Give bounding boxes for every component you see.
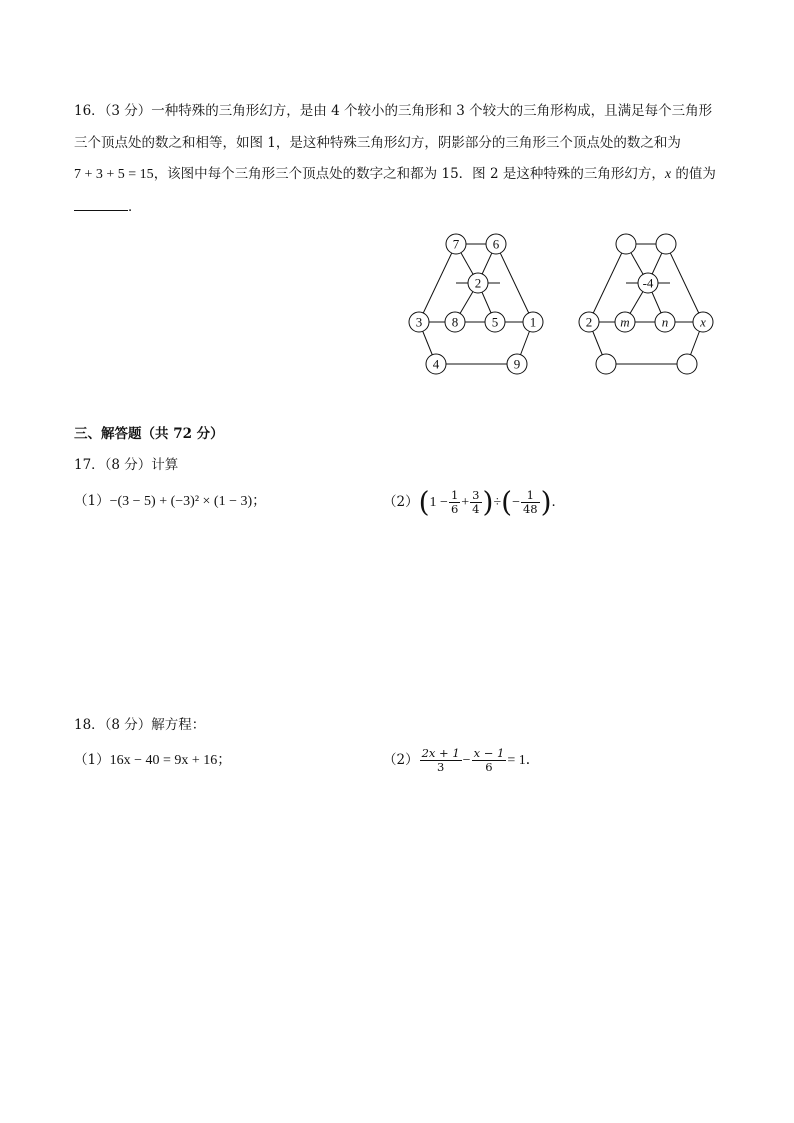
fig1-node-top-right: 6 xyxy=(492,236,500,252)
q16-line2: 三个顶点处的数之和相等，如图 1，是这种特殊三角形幻方，阴影部分的三角形三个顶点处的数之和为 xyxy=(74,135,681,151)
fig2-node-mid-1: 2 xyxy=(585,314,593,330)
q16-line3-end: 的值为 xyxy=(671,166,716,182)
q18-part1-label: （1） xyxy=(74,752,110,768)
q16-answer-line xyxy=(74,193,142,221)
fig2-node-center: -4 xyxy=(642,275,654,291)
fig2-node-mid-m: m xyxy=(620,314,630,330)
figure-1-magic-triangle xyxy=(405,230,550,380)
q17-part2-label: （2） xyxy=(383,494,419,510)
q16-line4-end: ． xyxy=(128,199,142,215)
q17-part2: （2）(1 − $\frac{1}{6}$ + $\frac{3}{4}$ )÷(− $\frac{1}{48}$ )． xyxy=(383,485,566,519)
q17-part1-expression: −(3 − 5) + (−3)² × (1 − 3)； xyxy=(109,494,267,509)
q17-part1 xyxy=(74,491,266,512)
fraction-1-48: $\frac{1}{48}$ xyxy=(522,488,538,516)
fraction-x-minus-1-over-6: $\frac{x - 1}{6}$ xyxy=(473,746,505,774)
q16-line3 xyxy=(74,160,716,189)
q17-part2-end: ． xyxy=(551,494,566,510)
fig1-node-mid-1: 3 xyxy=(415,314,423,330)
fig1-node-mid-4: 1 xyxy=(529,314,537,330)
q16-var-x: x xyxy=(664,167,672,182)
answer-blank[interactable] xyxy=(74,198,128,211)
q17-title: 17．（8 分）计算 xyxy=(74,457,179,473)
q17-part2-one-minus: 1 − xyxy=(429,495,448,510)
fig1-node-bottom-left: 4 xyxy=(432,356,440,372)
q16-line1: 16．（3 分）一种特殊的三角形幻方，是由 4 个较小的三角形和 3 个较大的三角形构成，且满足每个三角形 xyxy=(74,103,713,119)
plus-sign: + xyxy=(461,495,470,510)
q16-sum-expression: 7 + 3 + 5 = 15 xyxy=(74,167,154,182)
divide-sign: ÷ xyxy=(493,495,502,510)
q16-line3-text: ，该图中每个三角形三个顶点处的数字之和都为 15．图 2 是这种特殊的三角形幻方， xyxy=(153,166,665,182)
fig1-node-mid-2: 8 xyxy=(451,314,459,330)
q18-part1 xyxy=(74,750,231,771)
minus-sign: − xyxy=(512,495,520,510)
fraction-3-4: $\frac{3}{4}$ xyxy=(472,488,480,516)
fig1-node-top-left: 7 xyxy=(452,236,460,252)
fig1-node-center: 2 xyxy=(474,275,482,291)
q18-title: 18．（8 分）解方程： xyxy=(74,717,206,733)
figure-2-magic-triangle xyxy=(575,230,720,380)
q18-part1-expression: 16x − 40 = 9x + 16； xyxy=(109,753,232,768)
fig1-node-bottom-right: 9 xyxy=(513,356,521,372)
minus-sign: − xyxy=(462,753,471,768)
fig2-node-mid-n: n xyxy=(661,314,669,330)
q17-part1-label: （1） xyxy=(74,493,110,509)
fig1-node-mid-3: 5 xyxy=(491,314,499,330)
q18-part2-label: （2） xyxy=(383,752,419,768)
q18-part2 xyxy=(383,740,540,780)
fraction-2x-plus-1-over-3: $\frac{2x + 1}{3}$ xyxy=(421,746,460,774)
section-heading: 三、解答题（共 72 分） xyxy=(74,426,224,442)
fig2-node-mid-x: x xyxy=(700,314,706,330)
fraction-1-6: $\frac{1}{6}$ xyxy=(450,488,459,516)
q18-part2-end: = 1． xyxy=(507,753,540,768)
